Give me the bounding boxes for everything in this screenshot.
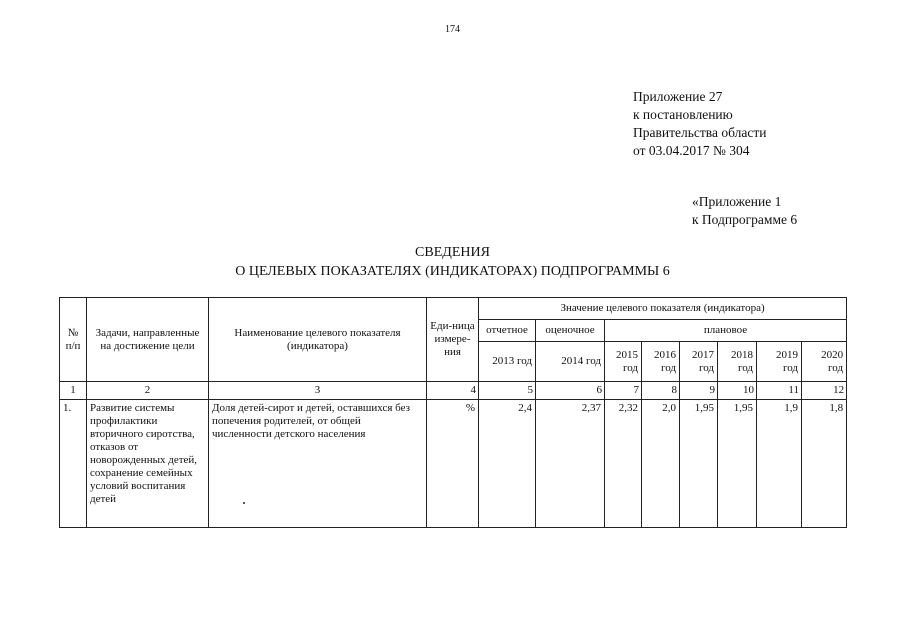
appendix-line: Приложение 27 [633,89,723,104]
table-row [60,400,847,528]
heading-title: СВЕДЕНИЯ [415,245,490,260]
header-planned: плановое [605,320,847,342]
column-number: 10 [718,382,757,400]
header-year: 2017 год [680,342,718,382]
appendix-line: от 03.04.2017 № 304 [633,143,750,158]
row-num: 1. [60,400,87,528]
row-value: 1,9 [757,400,802,528]
header-year: 2014 год [536,342,605,382]
page-number: 174 [445,24,460,35]
header-tasks: Задачи, направленные на достижение цели [87,298,209,382]
row-value: 1,95 [680,400,718,528]
column-number: 8 [642,382,680,400]
header-year: 2020 год [802,342,847,382]
appendix-block [633,88,766,160]
sub-appendix-block [692,193,797,229]
appendix-line: Правительства области [633,125,767,140]
column-number: 6 [536,382,605,400]
row-indicator: Доля детей-сирот и детей, оставшихся без попечения родителей, от общей численности детского населения [209,400,427,528]
column-number: 3 [209,382,427,400]
appendix-line: к постановлению [633,107,733,122]
header-estimated: оценочное [536,320,605,342]
header-year: 2013 год [479,342,536,382]
row-value: 1,95 [718,400,757,528]
header-row-1 [60,298,847,320]
header-num: № п/п [60,298,87,382]
column-number: 1 [60,382,87,400]
document-heading [0,243,905,281]
header-year: 2016 год [642,342,680,382]
row-value: 2,0 [642,400,680,528]
column-number: 11 [757,382,802,400]
header-year: 2015 год [605,342,642,382]
column-number: 7 [605,382,642,400]
row-task: Развитие системы профилактики вторичного сиротства, отказов от новорожденных детей, сохранение семейных условий воспитания детей [87,400,209,528]
heading-subtitle: О ЦЕЛЕВЫХ ПОКАЗАТЕЛЯХ (ИНДИКАТОРАХ) ПОДПРОГРАММЫ 6 [235,264,670,279]
sub-appendix-line: к Подпрограмме 6 [692,212,798,227]
row-value: 2,4 [479,400,536,528]
row-value: 2,37 [536,400,605,528]
header-unit: Еди-ница измере-ния [427,298,479,382]
sub-appendix-line: «Приложение 1 [692,194,782,209]
column-number: 2 [87,382,209,400]
row-unit: % [427,400,479,528]
header-reported: отчетное [479,320,536,342]
header-year: 2018 год [718,342,757,382]
column-number-row [60,382,847,400]
column-number: 12 [802,382,847,400]
header-indicator-name: Наименование целевого показателя (индикатора) [209,298,427,382]
column-number: 9 [680,382,718,400]
header-value-group: Значение целевого показателя (индикатора) [479,298,847,320]
row-value: 2,32 [605,400,642,528]
header-year: 2019 год [757,342,802,382]
row-value: 1,8 [802,400,847,528]
stray-dot-mark [243,502,245,504]
column-number: 4 [427,382,479,400]
indicators-table [59,297,847,528]
column-number: 5 [479,382,536,400]
